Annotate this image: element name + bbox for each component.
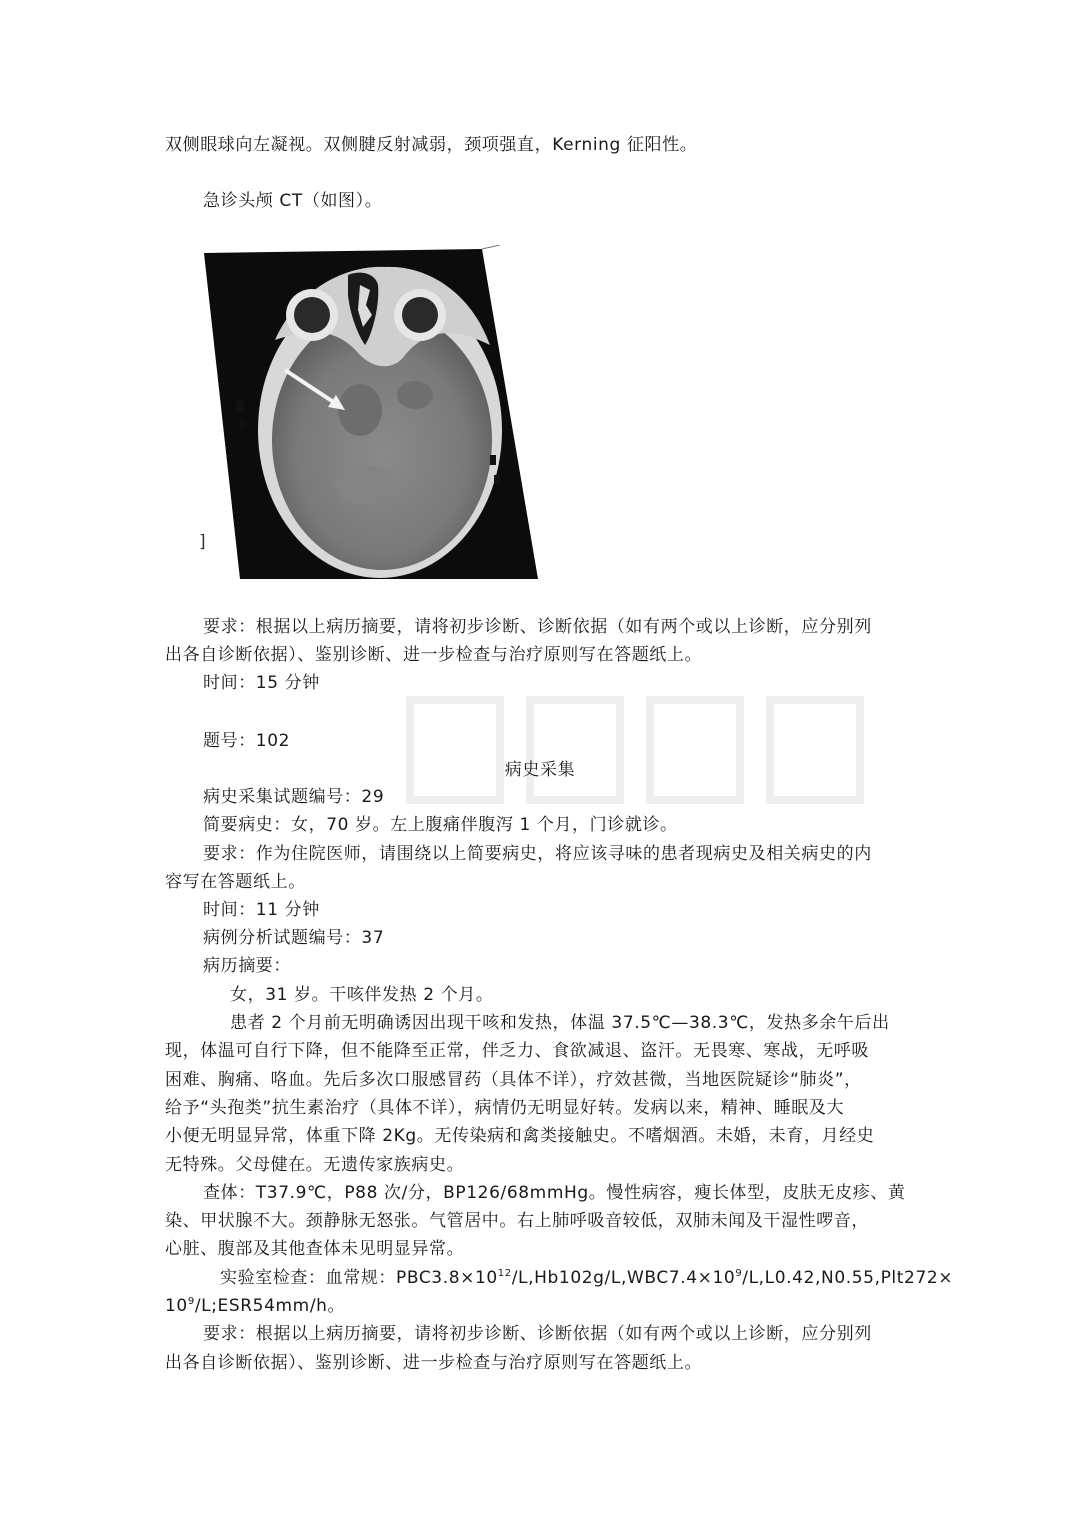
text-line: 心脏、腹部及其他查体未见明显异常。 <box>165 1239 465 1259</box>
text-line: 小便无明显异常，体重下降 2Kg。无传染病和禽类接触史。不嗜烟酒。未婚，未育，月经史 <box>165 1126 875 1146</box>
text-line: 时间：15 分钟 <box>203 673 320 693</box>
text-line: 容写在答题纸上。 <box>165 872 306 892</box>
lab-text: /L,Hb102g/L,WBC7.4×10 <box>511 1268 736 1288</box>
lab-text: 10 <box>165 1296 188 1316</box>
text-line: 现，体温可自行下降，但不能降至正常，伴乏力、食欲减退、盗汗。无畏寒、寒战，无呼吸 <box>165 1041 869 1061</box>
text-line: 要求：根据以上病历摘要，请将初步诊断、诊断依据（如有两个或以上诊断，应分别列 <box>203 1324 872 1344</box>
text-line: 双侧眼球向左凝视。双侧腱反射减弱，颈项强直，Kerning 征阳性。 <box>165 135 698 155</box>
superscript: 9 <box>187 1296 195 1307</box>
lab-text: 实验室检查：血常规：PBC3.8×10 <box>220 1268 498 1288</box>
text-line: 困难、胸痛、咯血。先后多次口服感冒药（具体不详），疗效甚微，当地医院疑诊“肺炎”， <box>165 1070 862 1090</box>
superscript: 9 <box>735 1268 743 1279</box>
ct-scan-image <box>200 245 545 585</box>
lab-text: /L;ESR54mm/h。 <box>194 1296 346 1316</box>
text-line: 患者 2 个月前无明确诱因出现干咳和发热，体温 37.5℃—38.3℃，发热多余午后出 <box>230 1013 890 1033</box>
text-line: 要求：作为住院医师，请围绕以上简要病史，将应该寻味的患者现病史及相关病史的内 <box>203 844 872 864</box>
text-line: 简要病史：女，70 岁。左上腹痛伴腹泻 1 个月，门诊就诊。 <box>203 815 678 835</box>
text-line: 出各自诊断依据）、鉴别诊断、进一步检查与治疗原则写在答题纸上。 <box>165 645 703 665</box>
text-line: 病史采集试题编号：29 <box>203 787 385 807</box>
section-title: 病史采集 <box>504 760 576 780</box>
text-line: 急诊头颅 CT（如图）。 <box>203 191 383 211</box>
text-line: 病例分析试题编号：37 <box>203 928 385 948</box>
text-line: 给予“头孢类”抗生素治疗（具体不详），病情仍无明显好转。发病以来，精神、睡眠及大 <box>165 1098 845 1118</box>
text-line: 无特殊。父母健在。无遗传家族病史。 <box>165 1155 465 1175</box>
text-line: 查体：T37.9℃，P88 次/分，BP126/68mmHg。慢性病容，瘦长体型，皮肤无皮疹、黄 <box>203 1183 906 1203</box>
text-line: 题号：102 <box>203 731 291 751</box>
text-line: 时间：11 分钟 <box>203 900 320 920</box>
lab-results-line <box>165 1294 345 1318</box>
text-line: 女，31 岁。干咳伴发热 2 个月。 <box>230 985 494 1005</box>
text-line: 要求：根据以上病历摘要，请将初步诊断、诊断依据（如有两个或以上诊断，应分别列 <box>203 617 872 637</box>
figure-bracket: ] <box>199 532 206 552</box>
lab-results-line <box>220 1266 953 1290</box>
watermark <box>400 690 870 810</box>
text-line: 病历摘要： <box>203 956 291 976</box>
text-line: 染、甲状腺不大。颈静脉无怒张。气管居中。右上肺呼吸音较低，双肺未闻及干湿性啰音， <box>165 1211 869 1231</box>
lab-text: /L,L0.42,N0.55,Plt272× <box>742 1268 954 1288</box>
superscript: 12 <box>497 1268 512 1279</box>
text-line: 出各自诊断依据）、鉴别诊断、进一步检查与治疗原则写在答题纸上。 <box>165 1353 703 1373</box>
